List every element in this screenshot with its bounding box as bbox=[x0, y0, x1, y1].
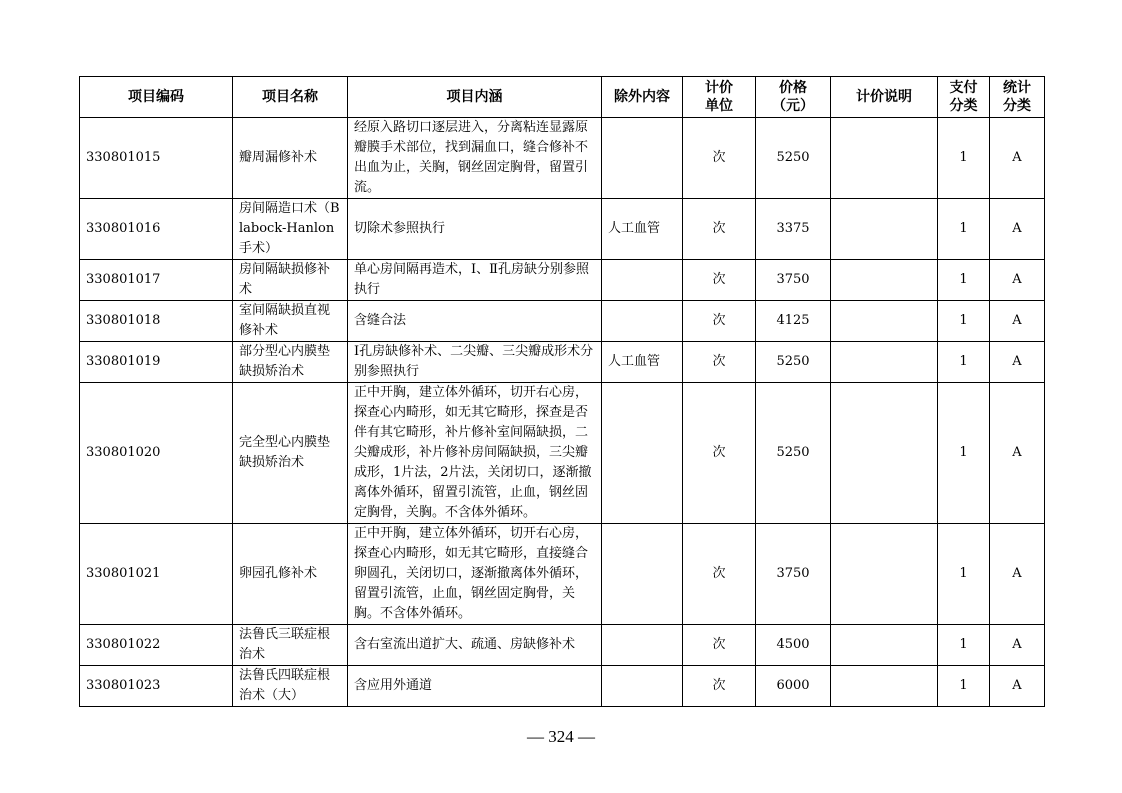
cell-price: 4500 bbox=[756, 625, 831, 666]
cell-stat: A bbox=[990, 625, 1045, 666]
cell-price: 3375 bbox=[756, 199, 831, 260]
cell-name: 完全型心内膜垫缺损矫治术 bbox=[233, 383, 348, 524]
cell-pay: 1 bbox=[938, 199, 990, 260]
cell-pay: 1 bbox=[938, 666, 990, 707]
cell-content: 经原入路切口逐层进入，分离粘连显露原瓣膜手术部位，找到漏血口，缝合修补不出血为止，关胸，钢丝固定胸骨，留置引流。 bbox=[348, 118, 602, 199]
cell-exclude bbox=[602, 301, 683, 342]
cell-unit: 次 bbox=[683, 666, 756, 707]
cell-code: 330801015 bbox=[80, 118, 233, 199]
table-row bbox=[80, 301, 1045, 342]
cell-pay: 1 bbox=[938, 383, 990, 524]
cell-unit: 次 bbox=[683, 301, 756, 342]
header-name: 项目名称 bbox=[233, 77, 348, 118]
cell-pay: 1 bbox=[938, 301, 990, 342]
cell-unit: 次 bbox=[683, 342, 756, 383]
cell-pay: 1 bbox=[938, 260, 990, 301]
cell-stat: A bbox=[990, 342, 1045, 383]
header-unit: 计价 单位 bbox=[683, 77, 756, 118]
cell-unit: 次 bbox=[683, 260, 756, 301]
cell-exclude bbox=[602, 383, 683, 524]
cell-code: 330801016 bbox=[80, 199, 233, 260]
cell-content: 含缝合法 bbox=[348, 301, 602, 342]
cell-code: 330801020 bbox=[80, 383, 233, 524]
cell-price: 3750 bbox=[756, 524, 831, 625]
cell-unit: 次 bbox=[683, 383, 756, 524]
cell-price: 5250 bbox=[756, 342, 831, 383]
cell-name: 法鲁氏四联症根治术（大） bbox=[233, 666, 348, 707]
cell-exclude bbox=[602, 524, 683, 625]
cell-price: 3750 bbox=[756, 260, 831, 301]
header-note: 计价说明 bbox=[831, 77, 938, 118]
cell-stat: A bbox=[990, 524, 1045, 625]
table-row bbox=[80, 524, 1045, 625]
cell-note bbox=[831, 118, 938, 199]
cell-note bbox=[831, 301, 938, 342]
header-content: 项目内涵 bbox=[348, 77, 602, 118]
cell-stat: A bbox=[990, 260, 1045, 301]
cell-code: 330801019 bbox=[80, 342, 233, 383]
cell-pay: 1 bbox=[938, 524, 990, 625]
header-stat: 统计 分类 bbox=[990, 77, 1045, 118]
cell-stat: A bbox=[990, 118, 1045, 199]
header-pay: 支付 分类 bbox=[938, 77, 990, 118]
cell-name: 瓣周漏修补术 bbox=[233, 118, 348, 199]
cell-stat: A bbox=[990, 199, 1045, 260]
cell-content: 含右室流出道扩大、疏通、房缺修补术 bbox=[348, 625, 602, 666]
cell-content: 正中开胸，建立体外循环，切开右心房，探查心内畸形，如无其它畸形，探查是否伴有其它畸形，补片修补室间隔缺损，二尖瓣成形，补片修补房间隔缺损，三尖瓣成形，1片法，2片法，关闭切口，逐渐撤离体外循环，留置引流管，止血，钢丝固定胸骨，关胸。不含体外循环。 bbox=[348, 383, 602, 524]
table-row bbox=[80, 625, 1045, 666]
cell-exclude: 人工血管 bbox=[602, 199, 683, 260]
cell-code: 330801018 bbox=[80, 301, 233, 342]
table-row bbox=[80, 383, 1045, 524]
cell-exclude bbox=[602, 260, 683, 301]
cell-content: 单心房间隔再造术，Ⅰ、Ⅱ孔房缺分别参照执行 bbox=[348, 260, 602, 301]
header-code: 项目编码 bbox=[80, 77, 233, 118]
table-row bbox=[80, 199, 1045, 260]
cell-code: 330801017 bbox=[80, 260, 233, 301]
cell-name: 房间隔缺损修补术 bbox=[233, 260, 348, 301]
cell-note bbox=[831, 199, 938, 260]
cell-stat: A bbox=[990, 383, 1045, 524]
cell-name: 室间隔缺损直视修补术 bbox=[233, 301, 348, 342]
cell-pay: 1 bbox=[938, 118, 990, 199]
cell-code: 330801022 bbox=[80, 625, 233, 666]
cell-note bbox=[831, 383, 938, 524]
cell-exclude bbox=[602, 666, 683, 707]
cell-name: 卵园孔修补术 bbox=[233, 524, 348, 625]
price-table bbox=[79, 76, 1045, 707]
cell-name: 法鲁氏三联症根治术 bbox=[233, 625, 348, 666]
header-exclude: 除外内容 bbox=[602, 77, 683, 118]
table-row bbox=[80, 118, 1045, 199]
cell-note bbox=[831, 524, 938, 625]
cell-unit: 次 bbox=[683, 625, 756, 666]
cell-pay: 1 bbox=[938, 625, 990, 666]
cell-note bbox=[831, 342, 938, 383]
cell-name: 房间隔造口术（Blabock-Hanlon手术） bbox=[233, 199, 348, 260]
cell-note bbox=[831, 260, 938, 301]
cell-exclude bbox=[602, 625, 683, 666]
page-number: — 324 — bbox=[527, 727, 595, 746]
cell-content: 正中开胸，建立体外循环，切开右心房，探查心内畸形，如无其它畸形，直接缝合卵圆孔，关闭切口，逐渐撤离体外循环，留置引流管，止血，钢丝固定胸骨，关胸。不含体外循环。 bbox=[348, 524, 602, 625]
table-row bbox=[80, 666, 1045, 707]
table-header-row bbox=[80, 77, 1045, 118]
cell-unit: 次 bbox=[683, 524, 756, 625]
cell-unit: 次 bbox=[683, 118, 756, 199]
cell-price: 5250 bbox=[756, 118, 831, 199]
cell-code: 330801023 bbox=[80, 666, 233, 707]
table-row bbox=[80, 260, 1045, 301]
cell-price: 4125 bbox=[756, 301, 831, 342]
cell-note bbox=[831, 625, 938, 666]
cell-content: 含应用外通道 bbox=[348, 666, 602, 707]
cell-content: 切除术参照执行 bbox=[348, 199, 602, 260]
cell-note bbox=[831, 666, 938, 707]
table-row bbox=[80, 342, 1045, 383]
cell-pay: 1 bbox=[938, 342, 990, 383]
cell-exclude: 人工血管 bbox=[602, 342, 683, 383]
cell-code: 330801021 bbox=[80, 524, 233, 625]
cell-price: 5250 bbox=[756, 383, 831, 524]
cell-price: 6000 bbox=[756, 666, 831, 707]
cell-stat: A bbox=[990, 666, 1045, 707]
cell-stat: A bbox=[990, 301, 1045, 342]
cell-exclude bbox=[602, 118, 683, 199]
cell-content: Ⅰ孔房缺修补术、二尖瓣、三尖瓣成形术分别参照执行 bbox=[348, 342, 602, 383]
header-price: 价格 （元） bbox=[756, 77, 831, 118]
cell-unit: 次 bbox=[683, 199, 756, 260]
cell-name: 部分型心内膜垫缺损矫治术 bbox=[233, 342, 348, 383]
